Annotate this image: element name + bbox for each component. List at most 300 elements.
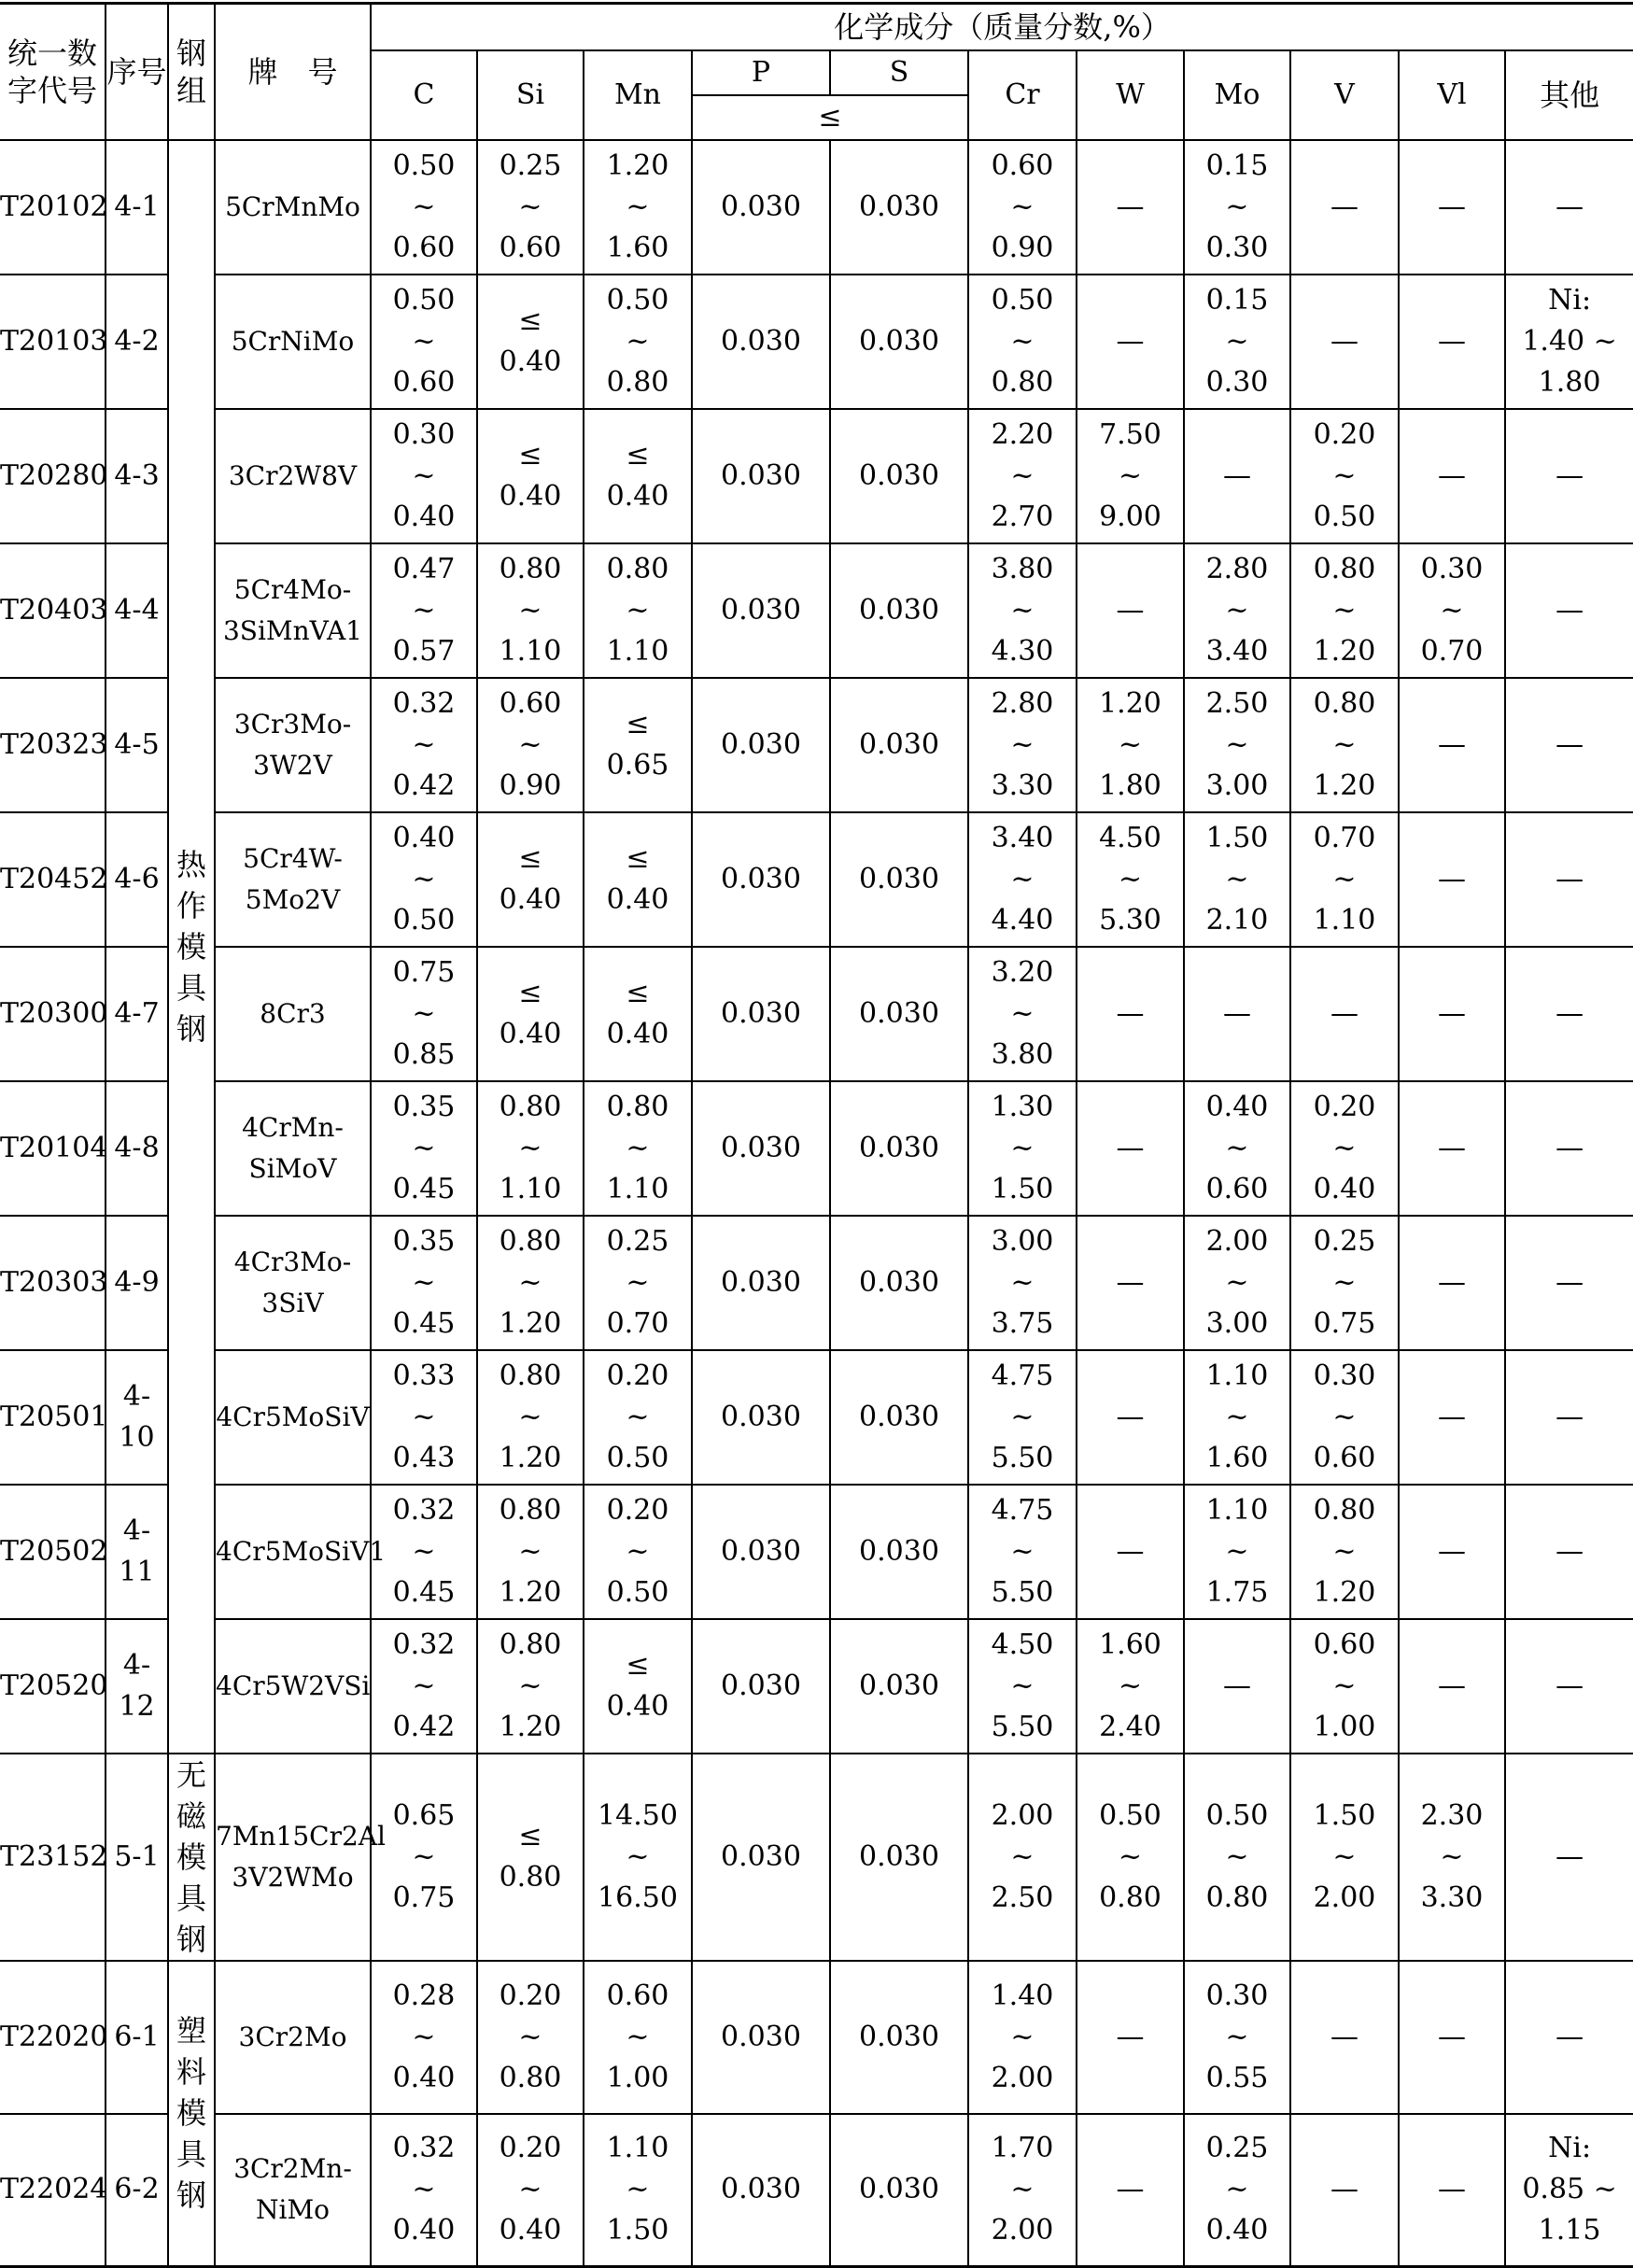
- cell-mo: [1184, 947, 1290, 1081]
- cell-seq: 6-1: [106, 1961, 168, 2114]
- value-line: 0.40: [499, 345, 562, 378]
- cell-p: [692, 140, 830, 275]
- cell-code: T20520: [0, 1619, 106, 1754]
- value-line: 4.75: [991, 1493, 1054, 1527]
- value-line: ~: [1010, 727, 1035, 761]
- cell-s: [830, 1754, 968, 1961]
- cell-c: [371, 1350, 477, 1485]
- value-line: 0.80: [499, 552, 562, 585]
- cell-w: [1077, 678, 1184, 812]
- cell-grade: [215, 275, 371, 409]
- cell-cr: [968, 947, 1077, 1081]
- value-line: —: [1438, 2020, 1466, 2053]
- steel-composition-table: [0, 2, 1633, 2268]
- value-line: Ni:: [1548, 2132, 1592, 2165]
- cell-p: [692, 678, 830, 812]
- value-line: 0.32: [392, 1627, 456, 1661]
- value-line: ≤: [626, 841, 650, 875]
- cell-si: [477, 275, 584, 409]
- value-line: —: [1330, 2173, 1358, 2206]
- value-line: ~: [518, 593, 542, 627]
- value-line: 1.20: [499, 1575, 562, 1609]
- value-line: —: [1223, 1669, 1251, 1702]
- value-line: 0.70: [1420, 634, 1484, 668]
- steel-group-char: 具: [176, 2136, 206, 2173]
- value-line: —: [1556, 1839, 1584, 1873]
- value-line: 1.20: [499, 1441, 562, 1474]
- value-line: 0.50: [606, 283, 669, 317]
- value-line: 0.030: [859, 593, 939, 627]
- cell-grade: [215, 812, 371, 947]
- value-line: 2.00: [991, 2214, 1054, 2247]
- value-line: 0.030: [859, 862, 939, 895]
- value-line: 2.00: [991, 2061, 1054, 2094]
- value-line: 2.00: [1205, 1224, 1269, 1258]
- cell-code: T22020: [0, 1961, 106, 2114]
- cell-si: [477, 947, 584, 1081]
- cell-grade: [215, 140, 371, 275]
- value-line: 1.20: [1099, 686, 1161, 720]
- cell-seq: 4-9: [106, 1216, 168, 1350]
- value-line: 0.45: [392, 1172, 456, 1205]
- value-line: —: [1556, 593, 1584, 627]
- value-line: 0.030: [721, 2020, 801, 2053]
- value-line: 2.30: [1420, 1798, 1484, 1832]
- cell-w: [1077, 1350, 1184, 1485]
- value-line: ~: [1332, 727, 1357, 761]
- header-code: 统一数字代号: [0, 4, 106, 140]
- value-line: 0.80: [499, 1627, 562, 1661]
- cell-vl: [1399, 275, 1505, 409]
- cell-s: [830, 1216, 968, 1350]
- cell-vl: [1399, 1216, 1505, 1350]
- value-line: 0.030: [859, 1534, 939, 1568]
- value-line: 2.80: [1205, 552, 1269, 585]
- cell-vl: [1399, 1081, 1505, 1216]
- cell-v: [1290, 1754, 1399, 1961]
- value-line: 0.30: [1205, 231, 1269, 264]
- value-line: 0.40: [606, 1017, 669, 1050]
- value-line: 0.45: [392, 1575, 456, 1609]
- value-line: 0.80: [606, 552, 669, 585]
- value-line: ~: [1010, 1400, 1035, 1433]
- value-line: ~: [412, 1265, 436, 1299]
- value-line: 1.60: [1205, 1441, 1269, 1474]
- value-line: ~: [1010, 1839, 1035, 1873]
- value-line: ~: [412, 593, 436, 627]
- value-line: 0.80: [606, 1090, 669, 1123]
- table-row: [0, 409, 1633, 543]
- cell-p: [692, 275, 830, 409]
- grade-line: 3SiMnVA1: [222, 614, 362, 646]
- value-line: —: [1330, 2020, 1358, 2053]
- value-line: 1.20: [499, 1710, 562, 1743]
- value-line: —: [1556, 458, 1584, 492]
- value-line: ~: [518, 2020, 542, 2053]
- cell-mo: [1184, 1350, 1290, 1485]
- value-line: 0.50: [606, 1575, 669, 1609]
- grade-line: 3Cr2Mn-: [233, 2153, 352, 2185]
- value-line: ~: [626, 593, 650, 627]
- value-line: —: [1438, 1534, 1466, 1568]
- value-line: —: [1330, 190, 1358, 223]
- value-line: 0.35: [392, 1224, 456, 1258]
- value-line: 0.030: [859, 458, 939, 492]
- cell-p: [692, 1619, 830, 1754]
- cell-w: [1077, 947, 1184, 1081]
- value-line: ~: [412, 1400, 436, 1433]
- cell-v: [1290, 1961, 1399, 2114]
- value-line: 0.60: [1205, 1172, 1269, 1205]
- value-line: —: [1438, 324, 1466, 358]
- cell-mn: [584, 409, 692, 543]
- value-line: —: [1116, 1534, 1145, 1568]
- value-line: ~: [412, 2173, 436, 2206]
- cell-c: [371, 1961, 477, 2114]
- value-line: ~: [1225, 593, 1249, 627]
- grade-line: 4CrMn-: [242, 1111, 344, 1143]
- cell-grade: [215, 2114, 371, 2267]
- cell-seq: 4-1: [106, 140, 168, 275]
- cell-code: T20303: [0, 1216, 106, 1350]
- cell-p: [692, 1350, 830, 1485]
- table-row: [0, 2114, 1633, 2267]
- cell-c: [371, 1216, 477, 1350]
- value-line: ~: [626, 2020, 650, 2053]
- steel-group-char: 模: [176, 2095, 206, 2132]
- cell-si: [477, 1961, 584, 2114]
- cell-v: [1290, 2114, 1399, 2267]
- value-line: 0.40: [499, 882, 562, 916]
- value-line: 0.030: [721, 1669, 801, 1702]
- steel-group-char: 热: [176, 846, 206, 882]
- value-line: —: [1116, 1400, 1145, 1433]
- value-line: 1.30: [991, 1090, 1054, 1123]
- cell-cr: [968, 409, 1077, 543]
- value-line: 0.030: [721, 862, 801, 895]
- value-line: 0.60: [499, 231, 562, 264]
- cell-code: T20501: [0, 1350, 106, 1485]
- header-element-mn: Mn: [584, 50, 692, 140]
- cell-seq: 4-7: [106, 947, 168, 1081]
- steel-group-char: 具: [176, 1880, 206, 1916]
- cell-si: [477, 1485, 584, 1619]
- value-line: —: [1438, 727, 1466, 761]
- value-line: ~: [518, 190, 542, 223]
- cell-seq: 4-12: [106, 1619, 168, 1754]
- cell-steel-group: [168, 140, 215, 1754]
- cell-c: [371, 2114, 477, 2267]
- value-line: 1.10: [1313, 903, 1376, 937]
- value-line: ~: [1010, 2173, 1035, 2206]
- cell-code: T20403: [0, 543, 106, 678]
- steel-group-char: 模: [176, 928, 206, 965]
- value-line: ~: [1010, 1534, 1035, 1568]
- cell-s: [830, 275, 968, 409]
- cell-mn: [584, 1485, 692, 1619]
- value-line: 0.30: [392, 417, 456, 451]
- value-line: 0.40: [606, 479, 669, 513]
- cell-c: [371, 140, 477, 275]
- cell-grade: [215, 1216, 371, 1350]
- cell-other: [1505, 1619, 1633, 1754]
- value-line: ~: [1118, 458, 1143, 492]
- header-element-other: 其他: [1505, 50, 1633, 140]
- cell-s: [830, 1081, 968, 1216]
- cell-c: [371, 409, 477, 543]
- value-line: 0.030: [721, 996, 801, 1030]
- value-line: ~: [1010, 1131, 1035, 1164]
- value-line: 0.80: [1313, 686, 1376, 720]
- cell-mn: [584, 275, 692, 409]
- value-line: ~: [1225, 1131, 1249, 1164]
- value-line: 3.80: [991, 552, 1054, 585]
- value-line: ~: [1332, 1839, 1357, 1873]
- value-line: 1.50: [1313, 1798, 1376, 1832]
- value-line: 0.030: [721, 1400, 801, 1433]
- value-line: ~: [412, 1669, 436, 1702]
- value-line: 1.80: [1099, 768, 1161, 802]
- table-row: [0, 1485, 1633, 1619]
- cell-p: [692, 543, 830, 678]
- table-row: [0, 1350, 1633, 1485]
- cell-w: [1077, 140, 1184, 275]
- cell-other: [1505, 1216, 1633, 1350]
- value-line: ~: [1440, 1839, 1464, 1873]
- value-line: ~: [1332, 1131, 1357, 1164]
- value-line: 1.10: [1205, 1493, 1269, 1527]
- cell-code: T20323: [0, 678, 106, 812]
- cell-mo: [1184, 409, 1290, 543]
- value-line: 0.65: [606, 748, 669, 782]
- value-line: 0.030: [721, 190, 801, 223]
- cell-code: T22024: [0, 2114, 106, 2267]
- grade-line: 4Cr5MoSiV: [216, 1401, 370, 1432]
- value-line: 0.030: [721, 458, 801, 492]
- cell-p: [692, 2114, 830, 2267]
- value-line: 1.60: [606, 231, 669, 264]
- value-line: 0.40: [1205, 1090, 1269, 1123]
- cell-seq: 4-5: [106, 678, 168, 812]
- cell-v: [1290, 1350, 1399, 1485]
- cell-si: [477, 1081, 584, 1216]
- cell-w: [1077, 409, 1184, 543]
- grade-line: 8Cr3: [260, 997, 326, 1029]
- value-line: —: [1116, 1265, 1145, 1299]
- cell-s: [830, 409, 968, 543]
- cell-c: [371, 543, 477, 678]
- value-line: 2.50: [1205, 686, 1269, 720]
- cell-v: [1290, 409, 1399, 543]
- value-line: 0.57: [392, 634, 456, 668]
- value-line: 0.60: [392, 365, 456, 399]
- value-line: ~: [1332, 862, 1357, 895]
- cell-cr: [968, 1619, 1077, 1754]
- value-line: 1.10: [606, 1172, 669, 1205]
- value-line: 4.30: [991, 634, 1054, 668]
- value-line: ~: [1225, 1839, 1249, 1873]
- cell-mn: [584, 1081, 692, 1216]
- value-line: —: [1438, 1265, 1466, 1299]
- value-line: ≤: [626, 707, 650, 740]
- value-line: —: [1438, 862, 1466, 895]
- cell-v: [1290, 140, 1399, 275]
- value-line: 0.15: [1205, 283, 1269, 317]
- value-line: ≤: [626, 976, 650, 1009]
- cell-mn: [584, 947, 692, 1081]
- cell-seq: 4-3: [106, 409, 168, 543]
- value-line: ~: [1010, 324, 1035, 358]
- header-element-w: W: [1077, 50, 1184, 140]
- steel-group-char: 料: [176, 2054, 206, 2091]
- value-line: 0.45: [392, 1306, 456, 1340]
- cell-p: [692, 1216, 830, 1350]
- grade-line: 3Cr3Mo-: [233, 708, 352, 740]
- value-line: ~: [1225, 2173, 1249, 2206]
- cell-mn: [584, 678, 692, 812]
- value-line: ~: [518, 1669, 542, 1702]
- value-line: 0.30: [1420, 552, 1484, 585]
- cell-cr: [968, 1961, 1077, 2114]
- cell-si: [477, 1619, 584, 1754]
- table-row: [0, 947, 1633, 1081]
- value-line: 0.80: [1313, 1493, 1376, 1527]
- value-line: 0.030: [859, 727, 939, 761]
- value-line: 4.50: [991, 1627, 1054, 1661]
- value-line: 0.20: [1313, 1090, 1376, 1123]
- cell-vl: [1399, 1485, 1505, 1619]
- value-line: ~: [1332, 458, 1357, 492]
- value-line: 0.80: [499, 1224, 562, 1258]
- value-line: ~: [1440, 593, 1464, 627]
- cell-si: [477, 812, 584, 947]
- cell-s: [830, 1350, 968, 1485]
- cell-vl: [1399, 947, 1505, 1081]
- cell-c: [371, 1081, 477, 1216]
- value-line: 0.42: [392, 768, 456, 802]
- value-line: ~: [1010, 458, 1035, 492]
- cell-v: [1290, 1081, 1399, 1216]
- value-line: 0.60: [606, 1979, 669, 2012]
- value-line: 0.030: [721, 1839, 801, 1873]
- value-line: 0.030: [721, 727, 801, 761]
- cell-p: [692, 947, 830, 1081]
- cell-vl: [1399, 812, 1505, 947]
- value-line: —: [1330, 996, 1358, 1030]
- value-line: 0.85 ~: [1522, 2173, 1617, 2206]
- value-line: 0.030: [859, 1669, 939, 1702]
- cell-other: [1505, 1350, 1633, 1485]
- grade-line: 5Mo2V: [245, 883, 341, 915]
- value-line: 1.20: [606, 148, 669, 182]
- value-line: 0.70: [606, 1306, 669, 1340]
- cell-vl: [1399, 409, 1505, 543]
- value-line: 3.75: [991, 1306, 1054, 1340]
- value-line: 1.10: [499, 1172, 562, 1205]
- value-line: —: [1556, 1669, 1584, 1702]
- value-line: ~: [626, 1265, 650, 1299]
- value-line: ~: [1225, 2020, 1249, 2053]
- value-line: 0.50: [1313, 500, 1376, 533]
- value-line: 3.80: [991, 1037, 1054, 1071]
- cell-other: [1505, 140, 1633, 275]
- cell-mo: [1184, 812, 1290, 947]
- value-line: 0.25: [499, 148, 562, 182]
- cell-mo: [1184, 1754, 1290, 1961]
- value-line: 0.80: [1205, 1881, 1269, 1914]
- cell-vl: [1399, 140, 1505, 275]
- cell-w: [1077, 2114, 1184, 2267]
- value-line: 1.80: [1538, 365, 1601, 399]
- cell-code: T20452: [0, 812, 106, 947]
- cell-other: [1505, 409, 1633, 543]
- value-line: 1.20: [1313, 634, 1376, 668]
- value-line: 0.40: [606, 882, 669, 916]
- value-line: 0.40: [392, 500, 456, 533]
- header-element-p: P: [692, 50, 830, 95]
- value-line: 3.20: [991, 955, 1054, 989]
- grade-line: 5Cr4W-: [243, 842, 343, 874]
- cell-other: [1505, 812, 1633, 947]
- value-line: 0.40: [392, 821, 456, 854]
- grade-line: 5CrMnMo: [225, 190, 360, 222]
- table-row: [0, 1081, 1633, 1216]
- value-line: 2.10: [1205, 903, 1269, 937]
- value-line: 1.40 ~: [1522, 324, 1617, 358]
- value-line: Ni:: [1548, 283, 1592, 317]
- cell-p: [692, 1081, 830, 1216]
- cell-mn: [584, 543, 692, 678]
- value-line: 3.00: [1205, 1306, 1269, 1340]
- cell-mo: [1184, 1216, 1290, 1350]
- value-line: 0.75: [392, 955, 456, 989]
- value-line: ~: [518, 1400, 542, 1433]
- cell-seq: 4-6: [106, 812, 168, 947]
- cell-cr: [968, 1216, 1077, 1350]
- cell-other: [1505, 1081, 1633, 1216]
- cell-seq: 4-10: [106, 1350, 168, 1485]
- value-line: 0.030: [721, 593, 801, 627]
- value-line: ~: [518, 1131, 542, 1164]
- steel-group-char: 模: [176, 1838, 206, 1875]
- header-element-vl: Vl: [1399, 50, 1505, 140]
- cell-other: [1505, 275, 1633, 409]
- cell-grade: [215, 409, 371, 543]
- value-line: 0.28: [392, 1979, 456, 2012]
- value-line: ~: [1332, 1265, 1357, 1299]
- value-line: —: [1116, 593, 1145, 627]
- cell-v: [1290, 947, 1399, 1081]
- value-line: 3.40: [991, 821, 1054, 854]
- cell-s: [830, 1961, 968, 2114]
- value-line: ~: [412, 996, 436, 1030]
- value-line: —: [1116, 324, 1145, 358]
- value-line: 0.030: [721, 1131, 801, 1164]
- cell-other: [1505, 543, 1633, 678]
- table-row: [0, 812, 1633, 947]
- value-line: —: [1438, 1400, 1466, 1433]
- cell-code: T20103: [0, 275, 106, 409]
- cell-s: [830, 140, 968, 275]
- value-line: 0.80: [1099, 1881, 1161, 1914]
- value-line: 0.030: [721, 2173, 801, 2206]
- cell-mo: [1184, 2114, 1290, 2267]
- value-line: ~: [412, 1131, 436, 1164]
- cell-cr: [968, 812, 1077, 947]
- cell-c: [371, 812, 477, 947]
- cell-mo: [1184, 1081, 1290, 1216]
- value-line: 0.60: [392, 231, 456, 264]
